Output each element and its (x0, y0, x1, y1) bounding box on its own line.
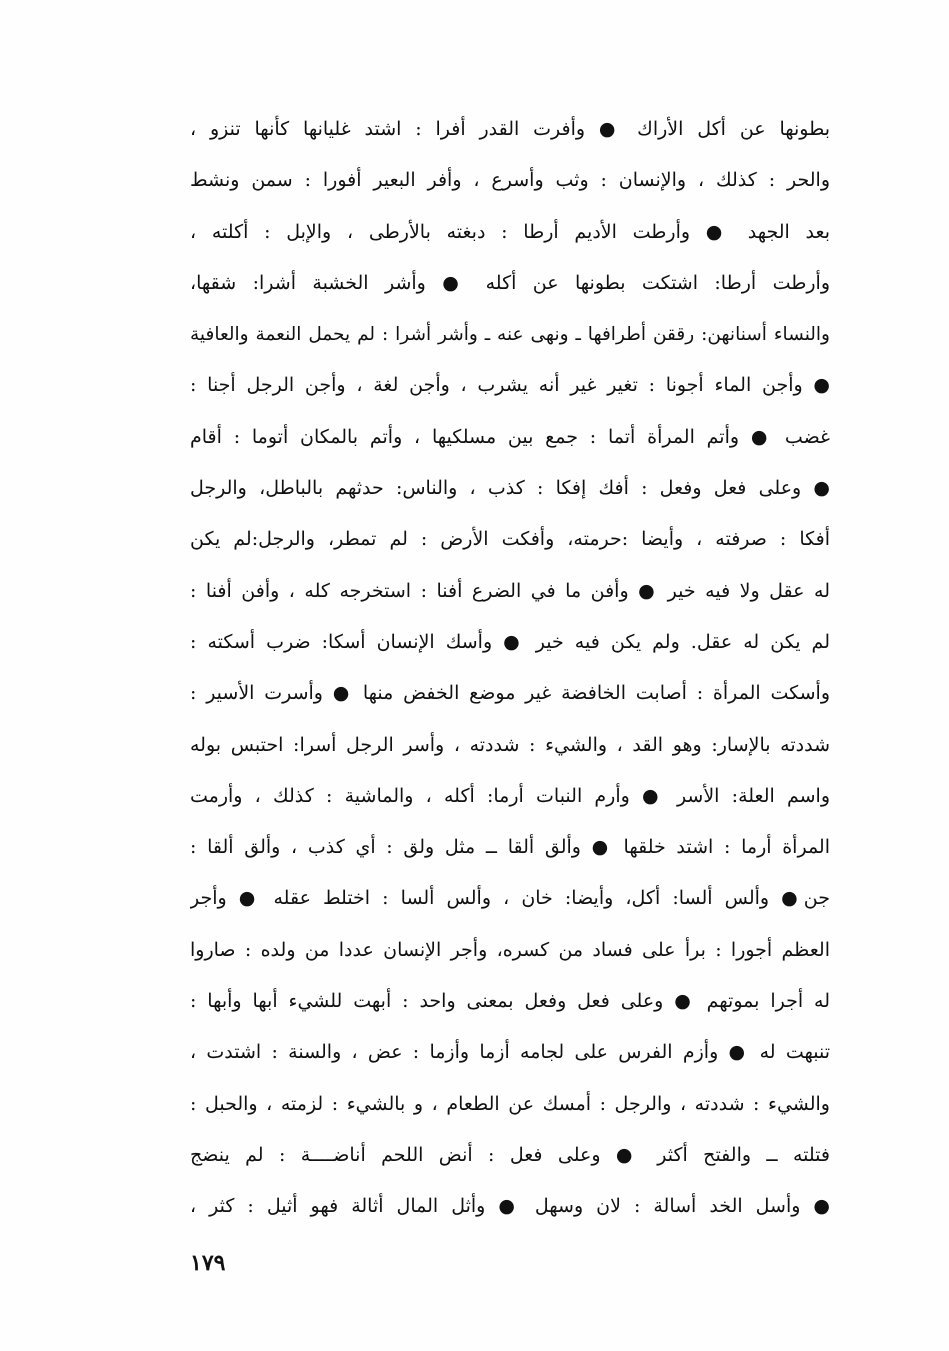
text-line: ● وأسل الخد أسالة : لان وسهل ● وأثل المال أثالة فهو أثيل : كثر ، (190, 1195, 830, 1218)
text-line: بعد الجهد ● وأرطت الأديم أرطا : دبغته بالأرطى ، والإبل : أكلته ، (190, 220, 830, 243)
text-line: والنساء أسنانهن: رققن أطرافها ـ ونهى عنه ـ وأشر أشرا : لم يحمل النعمة والعافية (190, 324, 830, 346)
text-line: جن● وألس ألسا: أكل، وأيضا: خان ، وألس ألسا : اختلط عقله ● وأجر (190, 887, 830, 910)
text-line: واسم العلة: الأسر ● وأرم النبات أرما: أكله ، والماشية : كذلك ، وأرمت (190, 784, 830, 807)
text-line: فتلته ــ والفتح أكثر ● وعلى فعل : أنض اللحم أناضــــة : لم ينضج (190, 1143, 830, 1166)
text-line: المرأة أرما : اشتد خلقها ● وألق ألقا ــ مثل ولق : أي كذب ، وألق ألقا : (190, 836, 830, 859)
text-line: وأسكت المرأة : أصابت الخافضة غير موضع الخفض منها ● وأسرت الأسير : (190, 682, 830, 705)
text-line: شددته بالإسار: وهو القد ، والشيء : شددته ، وأسر الرجل أسرا: احتبس بوله (190, 733, 830, 756)
text-line: وأرطت أرطا: اشتكت بطونها عن أكله ● وأشر الخشبة أشرا: شقها، (190, 271, 830, 294)
text-line: العظم أجورا : برأ على فساد من كسره، وأجر الإنسان عددا من ولده : صاروا (190, 938, 830, 961)
text-line: لم يكن له عقل. ولم يكن فيه خير ● وأسك الإنسان أسكا: ضرب أسكته : (190, 630, 830, 653)
text-line: بطونها عن أكل الأراك ● وأفرت القدر أفرا : اشتد غليانها كأنها تنزو ، (190, 118, 830, 140)
text-line: والشيء : شددته ، والرجل : أمسك عن الطعام ، و بالشيء : لزمته ، والحبل : (190, 1092, 830, 1115)
text-line: غضب ● وأتم المرأة أتما : جمع بين مسلكيها ، وأتم بالمكان أتوما : أقام (190, 425, 830, 448)
text-line: له عقل ولا فيه خير ● وأفن ما في الضرع أفنا : استخرجه كله ، وأفن أفنا : (190, 579, 830, 602)
text-line: ● وعلى فعل وفعل : أفك إفكا : كذب ، والناس: حدثهم بالباطل، والرجل (190, 477, 830, 500)
text-line: تنبهت له ● وأزم الفرس على لجامه أزما وأزما : عض ، والسنة : اشتدت ، (190, 1041, 830, 1064)
text-line: له أجرا بموتهم ● وعلى فعل وفعل بمعنى واحد : أبهت للشيء أبها وأبها : (190, 990, 830, 1013)
text-line: أفكا : صرفته ، وأيضا :حرمته، وأفكت الأرض : لم تمطر، والرجل:لم يكن (190, 528, 830, 551)
text-line: ● وأجن الماء أجونا : تغير غير أنه يشرب ، وأجن لغة ، وأجن الرجل أجنا : (190, 374, 830, 397)
body-text (190, 104, 830, 1233)
text-line: والحر : كذلك ، والإنسان : وثب وأسرع ، وأفر البعير أفورا : سمن ونشط (190, 169, 830, 192)
page-number: ١٧٩ (190, 1250, 226, 1276)
